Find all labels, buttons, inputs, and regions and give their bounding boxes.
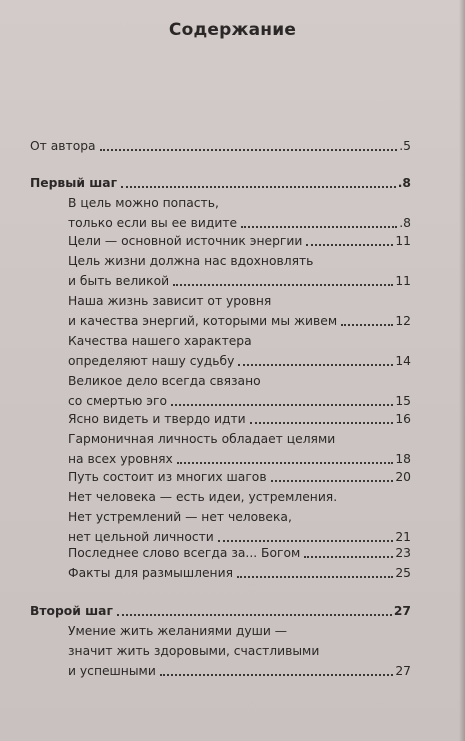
toc-entry-line — [68, 214, 411, 232]
leader-dots — [100, 149, 398, 151]
toc-entry-line — [68, 430, 335, 448]
leader-dots — [177, 462, 394, 464]
toc-entry-line — [68, 622, 287, 640]
leader-dots — [160, 674, 394, 676]
toc-page-number: .5 — [399, 139, 411, 153]
toc-entry-text: Ясно видеть и твердо идти — [68, 412, 246, 426]
toc-page-number: 11 — [395, 234, 411, 248]
toc-entry-line — [68, 528, 411, 546]
toc-entry-text: Последнее слово всегда за... Богом — [68, 546, 301, 560]
toc-entry-line — [68, 194, 219, 212]
toc-page-number: 20 — [395, 470, 411, 484]
toc-entry-line — [68, 352, 411, 370]
toc-page-number: 14 — [395, 353, 411, 368]
toc-entry-text: Гармоничная личность обладает целями — [68, 432, 336, 446]
toc-entry-text: Первый шаг — [30, 176, 118, 190]
toc-entry-line — [68, 642, 319, 660]
toc-entry-text: Нет устремлений — нет человека, — [68, 509, 292, 524]
leader-dots — [341, 324, 393, 326]
toc-page-number: 11 — [395, 273, 411, 288]
toc-entry-text: только если вы ее видите — [68, 215, 238, 230]
toc-entry-line — [68, 232, 411, 250]
leader-dots — [173, 284, 393, 286]
toc-entry-line — [68, 662, 411, 680]
toc-entry-line — [68, 468, 411, 486]
toc-page-number: .8 — [399, 215, 411, 230]
toc-page-number: 27 — [395, 663, 411, 678]
toc-page-number: 18 — [395, 451, 411, 466]
toc-entry-line — [68, 332, 252, 350]
leader-dots — [171, 404, 393, 406]
leader-dots — [237, 576, 393, 578]
toc-entry-text: Качества нашего характера — [68, 334, 252, 348]
toc-entry-line — [68, 508, 292, 526]
toc-page-number: 27 — [393, 604, 411, 618]
toc-entry-line — [30, 137, 411, 155]
toc-entry-text: и качества энергий, которыми мы живем — [68, 313, 338, 328]
toc-page-number: 12 — [395, 313, 411, 328]
toc-part-heading — [30, 174, 411, 192]
toc-entry-text: со смертью эго — [68, 393, 168, 408]
toc-page-number: .8 — [397, 176, 411, 190]
toc-entry-text: значит жить здоровыми, счастливыми — [68, 643, 320, 658]
toc-entry-line — [68, 372, 261, 390]
toc-entry-line — [68, 488, 337, 506]
toc-entry-text: определяют нашу судьбу — [68, 353, 235, 368]
leader-dots — [218, 540, 394, 542]
leader-dots — [271, 480, 394, 482]
toc-entry-line — [68, 544, 411, 562]
toc-page-number: 16 — [395, 412, 411, 426]
toc-entry-text: В цель можно попасть, — [68, 196, 219, 210]
toc-entry-line — [68, 410, 411, 428]
toc-page-number: 25 — [395, 566, 411, 580]
toc-entry-text: и быть великой — [68, 273, 170, 288]
toc-entry-text: нет цельной личности — [68, 529, 214, 544]
toc-entry-text: Нет человека — есть идеи, устремления. — [68, 490, 338, 504]
page-title: Содержание — [168, 20, 297, 40]
toc-page-number: 21 — [395, 529, 411, 544]
toc-entry-text: Цели — основной источник энергии — [68, 234, 303, 248]
leader-dots — [250, 422, 394, 424]
toc-entry-text: Факты для размышления — [68, 566, 233, 580]
toc-page-number: 15 — [395, 393, 411, 408]
leader-dots — [117, 614, 392, 616]
toc-entry-line — [68, 392, 411, 410]
leader-dots — [306, 244, 393, 246]
toc-part-heading — [30, 602, 411, 620]
toc-entry-text: Путь состоит из многих шагов — [68, 470, 267, 484]
toc-entry-text: на всех уровнях — [68, 451, 173, 466]
leader-dots — [121, 186, 396, 188]
leader-dots — [304, 556, 393, 558]
leader-dots — [238, 364, 393, 366]
toc-entry-line — [68, 312, 411, 330]
leader-dots — [241, 226, 397, 228]
toc-entry-line — [68, 272, 411, 290]
toc-entry-line — [68, 252, 313, 270]
toc-entry-text: Второй шаг — [30, 604, 113, 618]
toc-entry-text: Великое дело всегда связано — [68, 374, 261, 388]
toc-entry-text: Умение жить желаниями души — — [68, 624, 288, 638]
toc-page-number: 23 — [395, 546, 411, 560]
toc-entry-line — [68, 450, 411, 468]
toc-entry-text: От автора — [30, 139, 96, 153]
toc-entry-line — [68, 292, 271, 310]
toc-entry-text: и успешными — [68, 663, 156, 678]
toc-entry-text: Наша жизнь зависит от уровня — [68, 294, 272, 308]
toc-entry-text: Цель жизни должна нас вдохновлять — [68, 254, 314, 268]
toc-entry-line — [68, 564, 411, 582]
